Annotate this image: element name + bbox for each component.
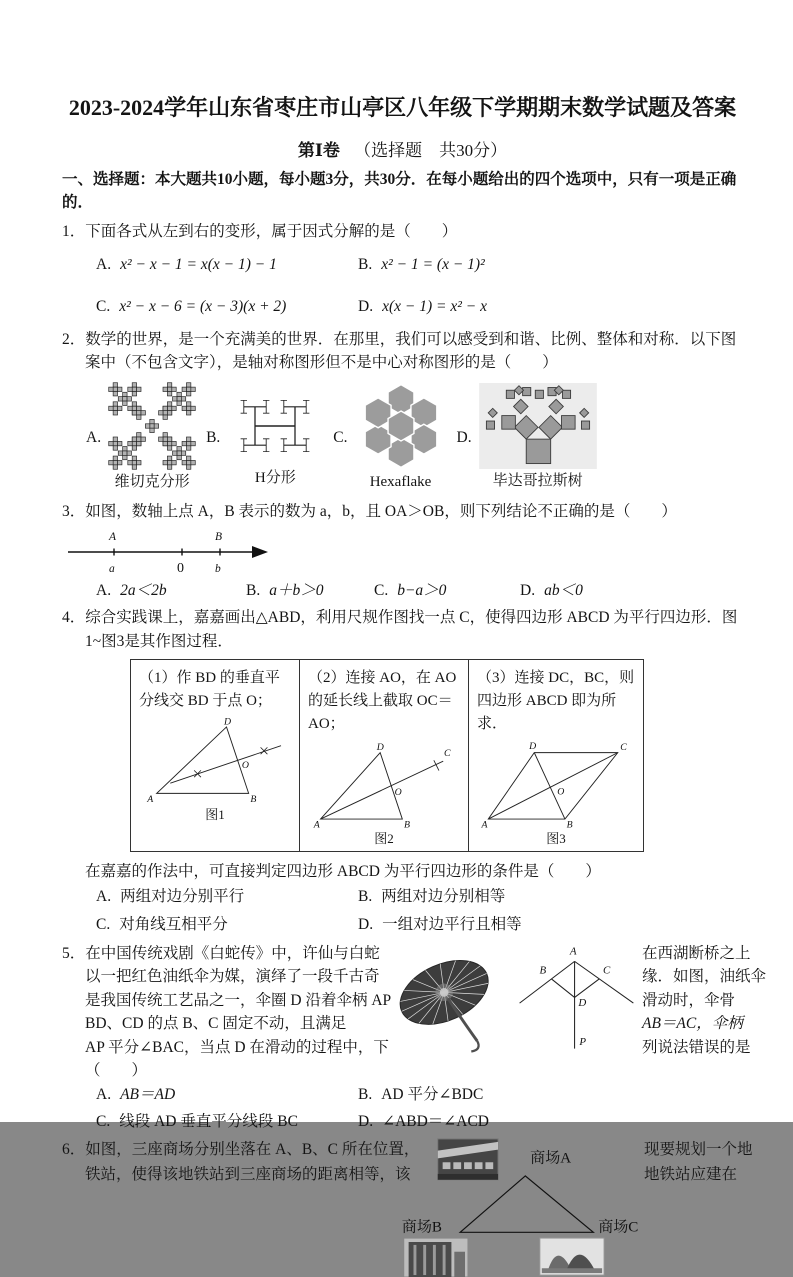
h-fractal-image — [227, 386, 323, 466]
question-4-construction-panels — [130, 659, 644, 852]
malls-triangle-figure — [394, 1137, 642, 1277]
question-3-options — [96, 579, 743, 602]
q4-figure-1-label: 图1 — [205, 807, 225, 823]
q4-option-d: D. 一组对边平行且相等 — [358, 915, 522, 933]
numberline-label-A: A — [109, 531, 117, 543]
section-heading-volume: 第Ⅰ卷 — [297, 141, 340, 160]
question-4-stem: 4．综合实践课上，嘉嘉画出△ABD，利用尺规作图找一点 C，使得四边形 ABCD 为平行四边形．图1~图3是其作图过程． — [62, 609, 738, 650]
q1-option-b: B. x² − 1 = (x − 1)² — [358, 256, 485, 274]
svg-text:O: O — [394, 786, 402, 798]
number-line-figure — [64, 525, 279, 577]
mall-b-label: 商场B — [401, 1219, 442, 1236]
numberline-label-b: b — [215, 563, 221, 575]
svg-text:B: B — [404, 819, 411, 831]
q4-option-c: C. 对角线互相平分 — [96, 915, 228, 933]
q2-option-c: C. Hexaflake — [333, 382, 446, 494]
umbrella-geometry-diagram — [512, 942, 640, 1068]
q2-caption-d: 毕达哥拉斯树 — [492, 473, 583, 490]
question-2-figures — [86, 382, 743, 494]
svg-text:D: D — [529, 740, 537, 752]
question-3-stem: 3．如图，数轴上点 A，B 表示的数为 a，b，且 OA＞OB，则下列结论不正确的是（ ） — [62, 502, 677, 520]
svg-text:O: O — [241, 760, 249, 772]
mall-c-label: 商场C — [598, 1219, 639, 1236]
q2-option-a: A. 维切克分形 — [86, 382, 196, 494]
mall-c-photo — [540, 1238, 604, 1275]
mall-b-photo — [404, 1238, 468, 1277]
q1-option-a: A. x² − x − 1 = x(x − 1) − 1 — [96, 256, 277, 274]
section-heading — [62, 138, 743, 164]
question-1-options — [96, 253, 743, 318]
q4-panel-3 — [469, 660, 643, 851]
svg-text:B: B — [566, 819, 573, 831]
question-1-stem: 1．下面各式从左到右的变形，属于因式分解的是（ ） — [62, 223, 458, 240]
numberline-label-0: 0 — [177, 561, 184, 576]
question-4-options — [96, 885, 743, 936]
svg-text:C: C — [620, 741, 627, 753]
vicsek-fractal-image — [108, 382, 196, 470]
page-title: 2023-2024学年山东省枣庄市山亭区八年级下学期期末数学试题及答案 — [68, 95, 737, 120]
q4-option-b: B. 两组对边分别相等 — [358, 888, 506, 906]
q1-option-c: C. x² − x − 6 = (x − 3)(x + 2) — [96, 297, 287, 315]
svg-text:A: A — [481, 819, 488, 831]
construction-figure-1 — [140, 715, 290, 807]
q4-panel-2 — [300, 660, 469, 851]
svg-text:B: B — [539, 964, 547, 977]
question-5-text-right: 在西湖断桥之上 缘．如图，油纸伞 滑动时，伞骨 AB＝AC，伞柄 列说法错误的是 — [642, 944, 767, 1056]
q4-panel-1-caption: （1）作 BD 的垂直平分线交 BD 于点 O； — [139, 669, 280, 709]
question-6-body — [62, 1137, 753, 1277]
question-5-options — [96, 1083, 743, 1134]
svg-text:D: D — [223, 716, 232, 728]
q2-caption-a: 维切克分形 — [114, 474, 190, 491]
q3-option-c: C. b−a＞0 — [374, 582, 447, 599]
svg-text:C: C — [603, 964, 611, 977]
q4-panel-1 — [131, 660, 300, 851]
question-6-text-left: 6．如图，三座商场分别坐落在 A、B、C 所在位置， 铁站，使得该地铁站到三座商场的距离相等，该 — [62, 1141, 420, 1184]
q4-figure-2-label: 图2 — [374, 830, 394, 846]
mall-a-label: 商场A — [530, 1150, 572, 1167]
q4-figure-3-label: 图3 — [546, 830, 566, 846]
q2-caption-b: H分形 — [254, 470, 296, 487]
q3-option-d: D. ab＜0 — [520, 582, 583, 599]
q5-option-b: B. AD 平分∠BDC — [358, 1085, 484, 1103]
q4-option-a: A. 两组对边分别平行 — [96, 888, 245, 906]
question-5-text-left: 5．在中国传统戏剧《白蛇传》中，许仙与白蛇 以一把红色油纸伞为媒，演绎了一段千古奇 是我国传统工艺品之一，伞圈 D 沿着伞柄 AP BD、CD 的点 B、C 固定不动，且满足 AP 平分∠BAC，当点 D 在滑动的过程中，下 （ ） — [62, 944, 392, 1080]
construction-figure-2 — [309, 739, 459, 831]
q5-option-c: C. 线段 AD 垂直平分线段 BC — [96, 1113, 298, 1130]
q2-caption-c: Hexaflake — [369, 474, 432, 491]
svg-text:A: A — [313, 819, 320, 831]
malls-triangle-svg — [394, 1137, 642, 1277]
numberline-label-B: B — [215, 531, 223, 543]
question-4-followup: 在嘉嘉的作法中，可直接判定四边形 ABCD 为平行四边形的条件是（ ） — [85, 863, 601, 880]
svg-text:P: P — [579, 1035, 586, 1048]
question-5 — [62, 942, 767, 1134]
question-5-body — [62, 942, 767, 1083]
question-3 — [62, 500, 743, 603]
hexaflake-image — [355, 382, 447, 470]
svg-text:C: C — [444, 747, 451, 759]
q5-option-d: D. ∠ABD＝∠ACD — [358, 1113, 490, 1130]
svg-text:A: A — [147, 794, 154, 806]
question-5-figures — [386, 942, 640, 1083]
construction-figure-3 — [477, 739, 635, 831]
q3-option-a: A. 2a＜2b — [96, 582, 167, 599]
question-1 — [62, 220, 743, 318]
svg-text:A: A — [569, 945, 577, 958]
section-instructions: 一、选择题：本大题共10小题，每小题3分，共30分．在每小题给出的四个选项中，只有一项是正确的． — [62, 170, 737, 211]
q4-panel-3-caption: （3）连接 DC，BC，则四边形 ABCD 即为所求． — [477, 669, 635, 733]
pythagoras-tree-image — [479, 383, 597, 469]
svg-text:O: O — [557, 785, 565, 797]
question-6 — [62, 1137, 753, 1277]
section-heading-sub: （选择题 共30分） — [354, 141, 508, 160]
question-2-stem: 2．数学的世界，是一个充满美的世界．在那里，我们可以感受到和谐、比例、整体和对称．以下图案中（不包含文字），是轴对称图形但不是中心对称图形的是（ ） — [62, 330, 737, 371]
question-4 — [62, 606, 743, 936]
oil-paper-umbrella-photo — [386, 942, 512, 1068]
question-2 — [62, 328, 743, 494]
svg-text:D: D — [376, 741, 384, 753]
svg-text:B: B — [250, 794, 257, 806]
q2-option-d: D. 毕达哥拉斯树 — [457, 383, 597, 493]
svg-text:D: D — [578, 996, 587, 1009]
question-6-text-right: 现要规划一个地 地铁站应建在 — [644, 1141, 753, 1184]
q5-option-a: A. AB＝AD — [96, 1085, 176, 1103]
q3-option-b: B. a＋b＞0 — [246, 582, 324, 599]
q4-panel-2-caption: （2）连接 AO，在 AO 的延长线上截取 OC＝AO； — [308, 669, 457, 733]
q2-option-b: B. H分形 — [206, 386, 323, 490]
mall-a-photo — [438, 1139, 498, 1180]
numberline-label-a: a — [109, 563, 115, 575]
q1-option-d: D. x(x − 1) = x² − x — [358, 297, 487, 315]
